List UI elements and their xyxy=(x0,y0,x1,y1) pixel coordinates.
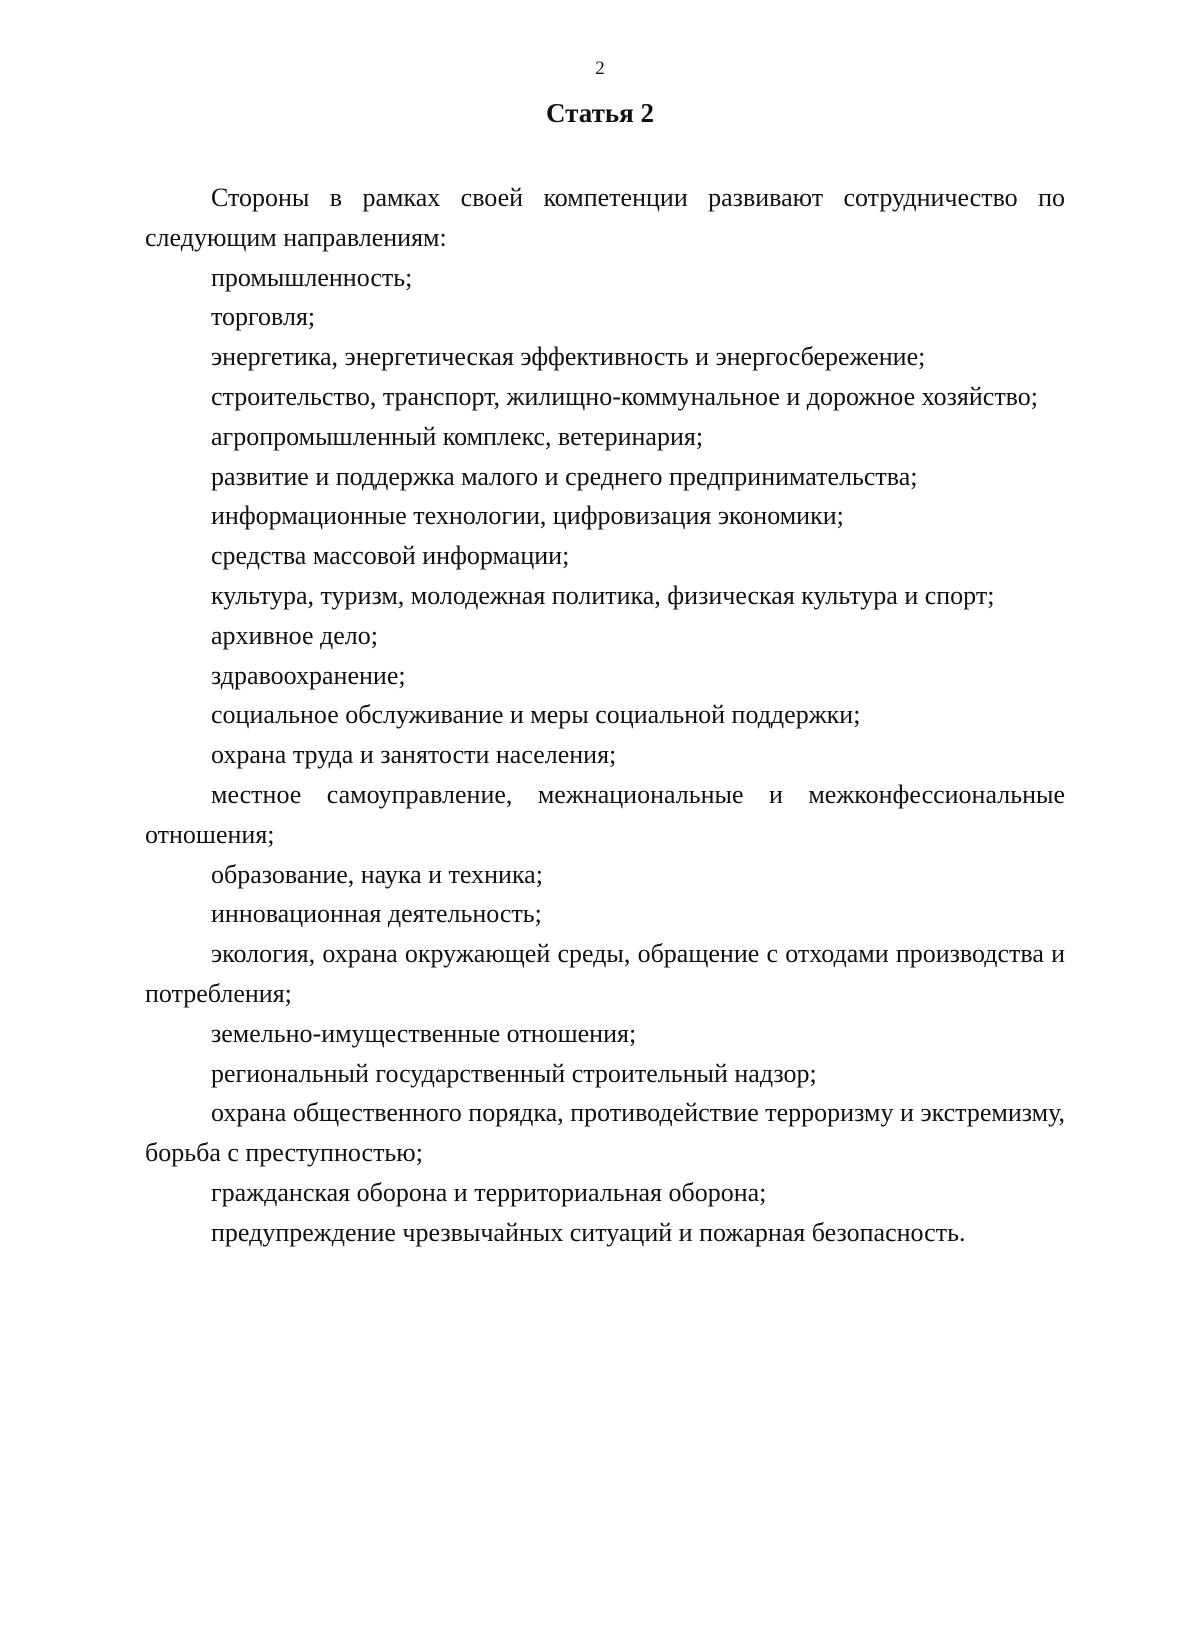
list-item: региональный государственный строительный надзор; xyxy=(211,1058,817,1088)
list-item: местное самоуправление, межнациональные и межконфессиональные отношения; xyxy=(145,779,1065,849)
list-item: культура, туризм, молодежная политика, физическая культура и спорт; xyxy=(211,580,995,610)
article-title: Статья 2 xyxy=(546,98,654,128)
intro-paragraph: Стороны в рамках своей компетенции развивают сотрудничество по следующим направлениям: xyxy=(145,183,1065,252)
list-item: развитие и поддержка малого и среднего предпринимательства; xyxy=(211,461,918,491)
article-body xyxy=(145,178,1065,1253)
list-item: охрана общественного порядка, противодействие терроризму и экстремизму, борьба с преступностью; xyxy=(145,1098,1065,1168)
list-item: экология, охрана окружающей среды, обращение с отходами производства и потребления; xyxy=(145,939,1065,1008)
list-item: предупреждение чрезвычайных ситуаций и пожарная безопасность. xyxy=(211,1217,966,1247)
list-item: земельно-имущественные отношения; xyxy=(211,1018,637,1048)
list-item: промышленность; xyxy=(211,262,413,292)
list-item: информационные технологии, цифровизация экономики; xyxy=(211,501,844,531)
list-item: гражданская оборона и территориальная оборона; xyxy=(211,1177,767,1207)
list-item: средства массовой информации; xyxy=(211,541,570,571)
list-item: агропромышленный комплекс, ветеринария; xyxy=(211,421,704,451)
list-item: архивное дело; xyxy=(211,620,378,650)
list-item: социальное обслуживание и меры социальной поддержки; xyxy=(211,700,861,730)
list-item: строительство, транспорт, жилищно-коммунальное и дорожное хозяйство; xyxy=(211,381,1038,411)
list-item: образование, наука и техника; xyxy=(211,859,543,889)
list-item: энергетика, энергетическая эффективность и энергосбережение; xyxy=(211,342,926,372)
list-item: инновационная деятельность; xyxy=(211,899,542,929)
list-item: здравоохранение; xyxy=(211,660,406,690)
list-item: торговля; xyxy=(211,302,316,332)
page-number: 2 xyxy=(595,58,605,79)
list-item: охрана труда и занятости населения; xyxy=(211,740,617,770)
